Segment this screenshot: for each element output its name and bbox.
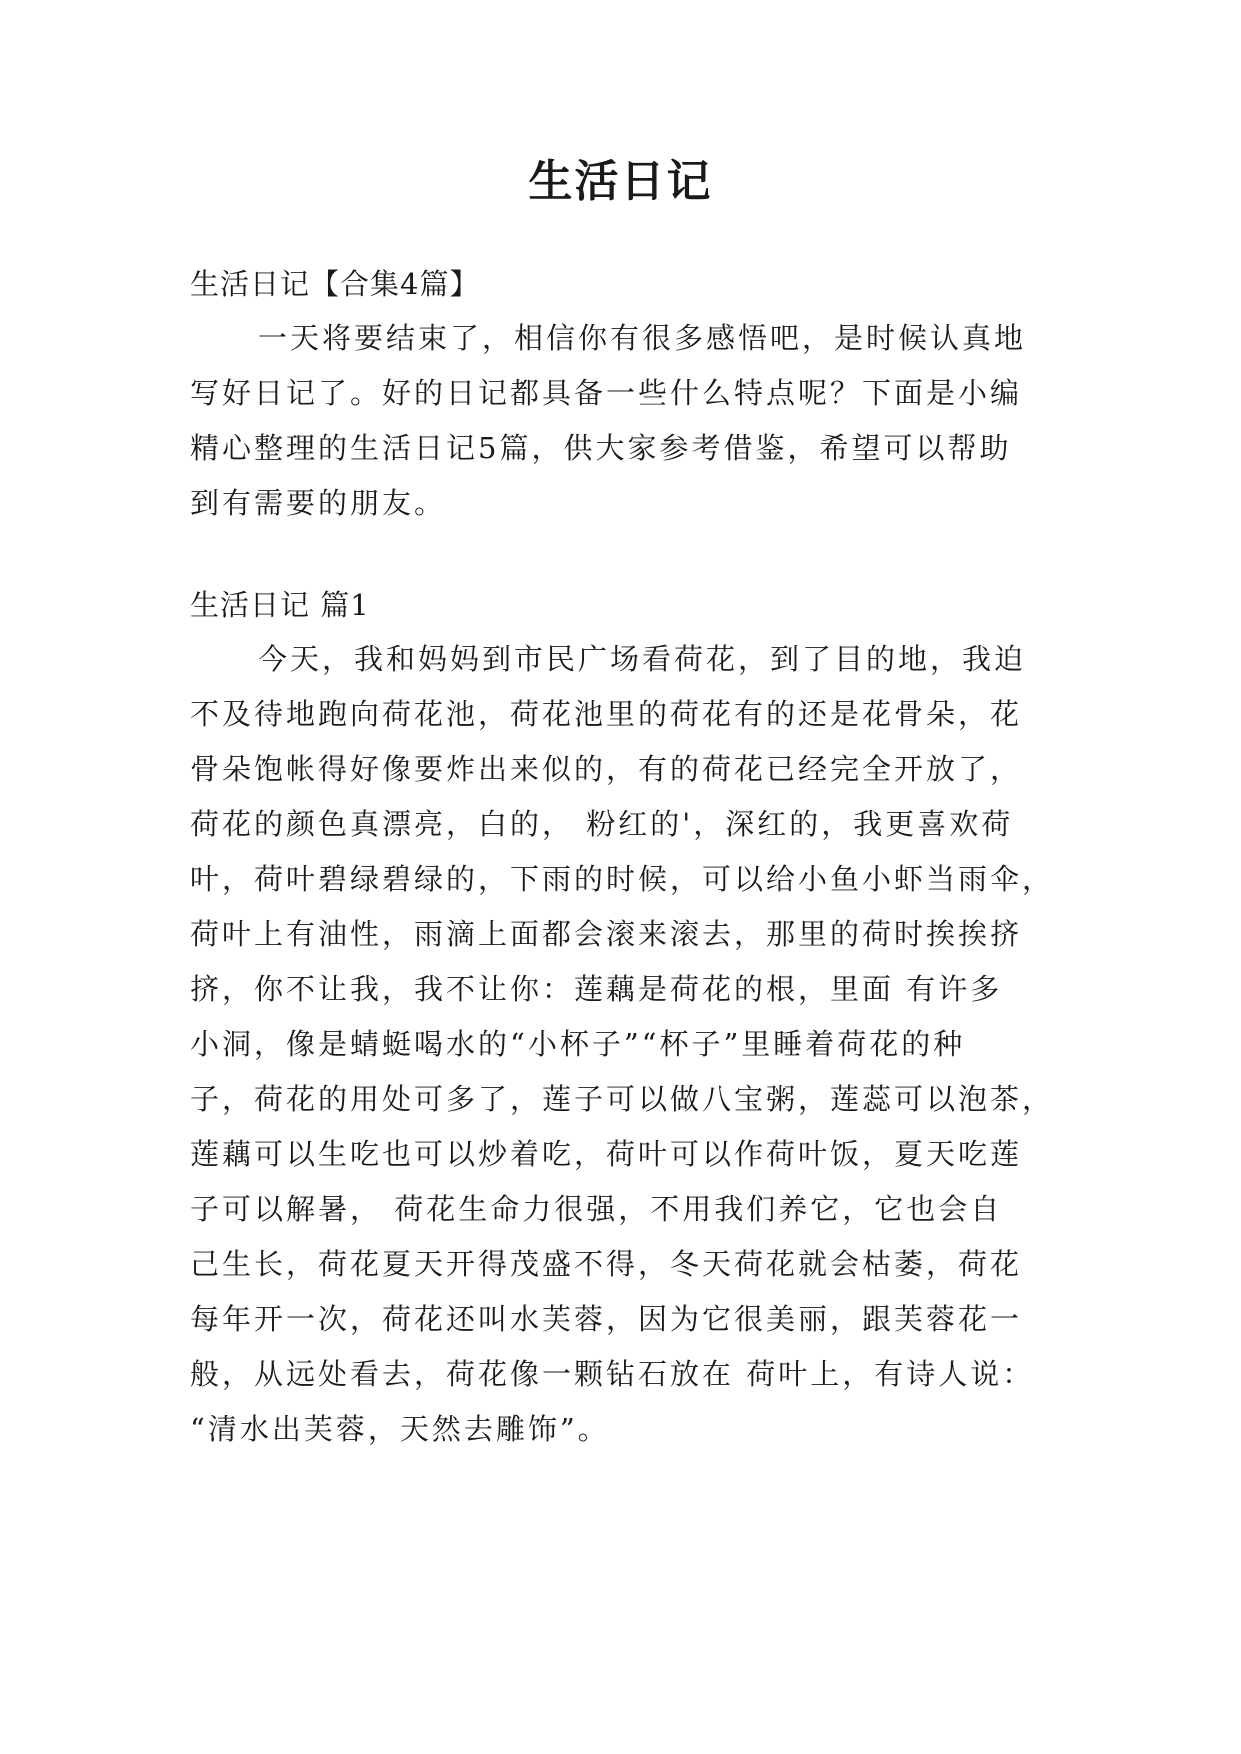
intro-line: 精心整理的生活日记5篇，供大家参考借鉴，希望可以帮助 <box>190 431 1012 465</box>
document-title: 生活日记 <box>528 156 713 207</box>
body-line: 荷花的颜色真漂亮，白的， 粉红的'，深红的，我更喜欢荷 <box>190 807 1014 841</box>
body-line: 己生长，荷花夏天开得茂盛不得，冬天荷花就会枯萎，荷花 <box>190 1247 1023 1281</box>
body-line: 骨朵饱帐得好像要炸出来似的，有的荷花已经完全开放了， <box>190 752 1023 786</box>
body-line: 今天，我和妈妈到市民广场看荷花，到了目的地，我迫 <box>258 642 1027 676</box>
collection-heading: 生活日记【合集4篇】 <box>190 267 480 301</box>
body-line: “清水出芙蓉，天然去雕饰”。 <box>190 1412 610 1446</box>
intro-line: 写好日记了。好的日记都具备一些什么特点呢？下面是小编 <box>190 376 1023 410</box>
body-line: 般，从远处看去，荷花像一颗钻石放在 荷叶上，有诗人说： <box>190 1357 1035 1391</box>
section-heading: 生活日记 篇1 <box>190 588 370 622</box>
intro-line: 一天将要结束了，相信你有很多感悟吧，是时候认真地 <box>258 321 1027 355</box>
body-line: 荷叶上有油性，雨滴上面都会滚来滚去，那里的荷时挨挨挤 <box>190 917 1023 951</box>
body-line: 每年开一次，荷花还叫水芙蓉，因为它很美丽，跟芙蓉花一 <box>190 1302 1023 1336</box>
body-line: 小洞，像是蜻蜓喝水的“小杯子”“杯子”里睡着荷花的种 <box>190 1027 966 1061</box>
body-line: 子，荷花的用处可多了，莲子可以做八宝粥，莲蕊可以泡茶， <box>190 1082 1055 1116</box>
body-line: 莲藕可以生吃也可以炒着吃，荷叶可以作荷叶饭，夏天吃莲 <box>190 1137 1023 1171</box>
body-line: 子可以解暑， 荷花生命力很强，不用我们养它，它也会自 <box>190 1192 1003 1226</box>
body-line: 不及待地跑向荷花池，荷花池里的荷花有的还是花骨朵，花 <box>190 697 1023 731</box>
body-line: 挤，你不让我，我不让你：莲藕是荷花的根，里面 有许多 <box>190 972 1003 1006</box>
body-line: 叶，荷叶碧绿碧绿的，下雨的时候，可以给小鱼小虾当雨伞， <box>190 862 1055 896</box>
intro-line: 到有需要的朋友。 <box>190 486 447 520</box>
